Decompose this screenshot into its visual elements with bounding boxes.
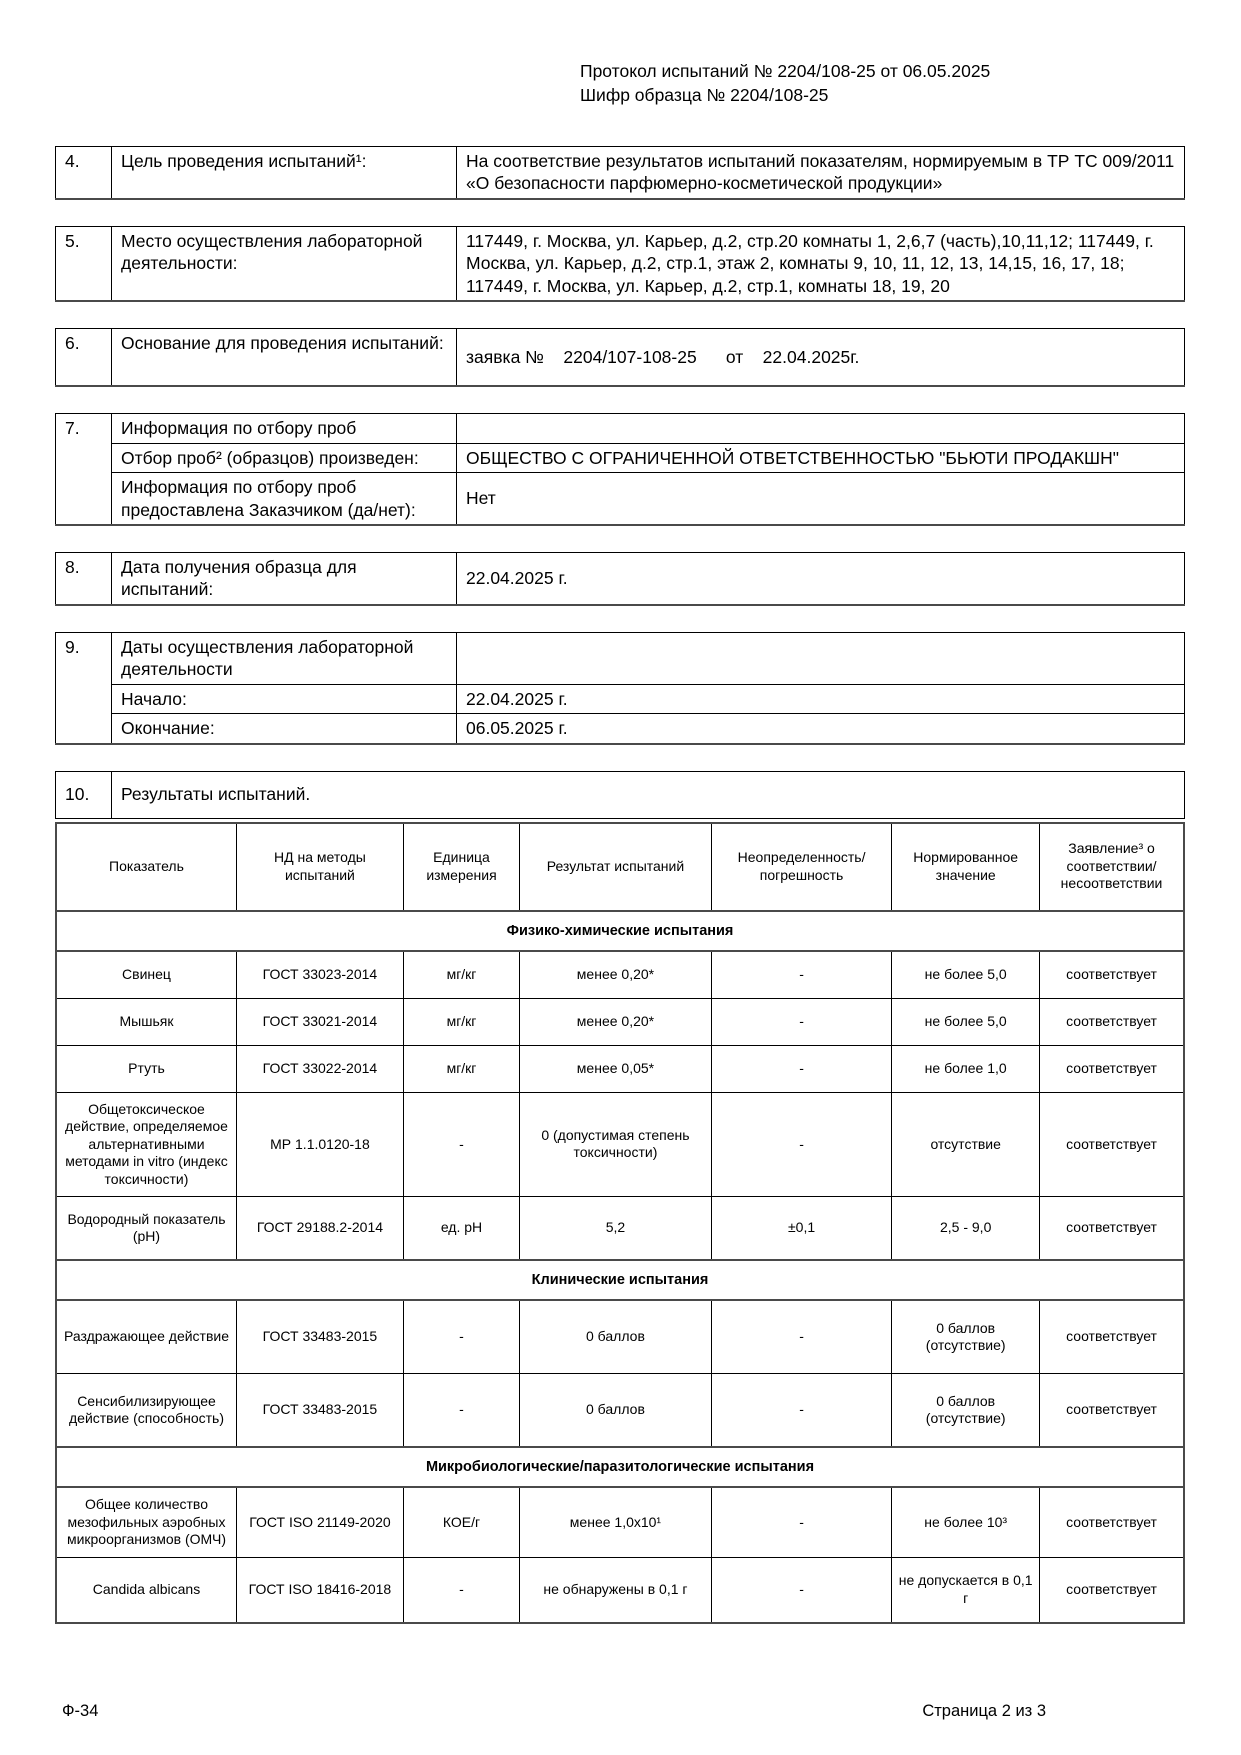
cell-uncertainty: - xyxy=(711,1557,891,1623)
section-title-micro: Микробиологические/паразитологические испытания xyxy=(56,1447,1184,1487)
cell-statement: соответствует xyxy=(1040,1045,1184,1092)
table-row xyxy=(56,1487,1184,1557)
table-row xyxy=(56,1374,1184,1448)
table-row xyxy=(56,1557,1184,1623)
cell-result: менее 0,20* xyxy=(520,951,712,999)
row-label: Отбор проб² (образцов) произведен: xyxy=(112,443,457,472)
table-row xyxy=(56,147,1185,199)
info-table-purpose xyxy=(55,146,1185,200)
cell-statement: соответствует xyxy=(1040,1374,1184,1448)
page-indicator: Страница 2 из 3 xyxy=(922,1702,1046,1720)
cell-indicator: Сенсибилизирующее действие (способность) xyxy=(56,1374,236,1448)
results-title-table xyxy=(55,771,1185,819)
cell-uncertainty: - xyxy=(711,1092,891,1197)
cell-statement: соответствует xyxy=(1040,1487,1184,1557)
cell-method: МР 1.1.0120-18 xyxy=(236,1092,403,1197)
cell-statement: соответствует xyxy=(1040,1092,1184,1197)
row-value: Нет xyxy=(457,473,1185,525)
cell-norm: не более 5,0 xyxy=(892,951,1040,999)
column-header-statement: Заявление³ о соответствии/ несоответствии xyxy=(1040,823,1184,911)
info-table-lab-location xyxy=(55,226,1185,302)
cell-uncertainty: - xyxy=(711,951,891,999)
table-row xyxy=(56,771,1185,818)
row-number: 4. xyxy=(56,147,112,199)
row-value xyxy=(457,414,1185,443)
cell-result: 0 баллов xyxy=(520,1374,712,1448)
row-value: 117449, г. Москва, ул. Карьер, д.2, стр.20 комнаты 1, 2,6,7 (часть),10,11,12; 117449, г. Москва, ул. Карьер, д.2, стр.1, этаж 2, комнаты 9, 10, 11, 12, 13, 14,15, 16, 17, 18; 117449, г. Москва, ул. Карьер, д.2, стр.1, комнаты 18, 19, 20 xyxy=(457,226,1185,301)
cell-norm: не более 1,0 xyxy=(892,1045,1040,1092)
cell-unit: КОЕ/г xyxy=(403,1487,519,1557)
table-row xyxy=(56,473,1185,525)
cell-unit: мг/кг xyxy=(403,998,519,1045)
cell-method: ГОСТ 33021-2014 xyxy=(236,998,403,1045)
cell-indicator: Свинец xyxy=(56,951,236,999)
results-table xyxy=(55,822,1185,1624)
cell-result: менее 0,05* xyxy=(520,1045,712,1092)
cell-result: менее 1,0x10¹ xyxy=(520,1487,712,1557)
table-row xyxy=(56,1045,1184,1092)
table-row xyxy=(56,1197,1184,1261)
table-row xyxy=(56,1300,1184,1374)
results-header-row xyxy=(56,823,1184,911)
cell-norm: 0 баллов (отсутствие) xyxy=(892,1300,1040,1374)
document-header xyxy=(580,60,990,107)
table-row xyxy=(56,1092,1184,1197)
row-number: 9. xyxy=(56,632,112,743)
cell-uncertainty: - xyxy=(711,1487,891,1557)
cell-unit: мг/кг xyxy=(403,1045,519,1092)
form-code: Ф-34 xyxy=(62,1702,99,1720)
cell-statement: соответствует xyxy=(1040,998,1184,1045)
section-title-clinical: Клинические испытания xyxy=(56,1260,1184,1300)
document-body xyxy=(55,146,1185,1624)
cell-statement: соответствует xyxy=(1040,1557,1184,1623)
cell-uncertainty: - xyxy=(711,1300,891,1374)
cell-norm: не более 5,0 xyxy=(892,998,1040,1045)
cell-indicator: Общетоксическое действие, определяемое альтернативными методами in vitro (индекс токсичности) xyxy=(56,1092,236,1197)
cell-indicator: Ртуть xyxy=(56,1045,236,1092)
section-title-physchem: Физико-химические испытания xyxy=(56,911,1184,951)
row-label: Цель проведения испытаний¹: xyxy=(112,147,457,199)
cell-result: менее 0,20* xyxy=(520,998,712,1045)
cell-statement: соответствует xyxy=(1040,951,1184,999)
row-label: Основание для проведения испытаний: xyxy=(112,328,457,386)
cell-unit: мг/кг xyxy=(403,951,519,999)
protocol-number-line: Протокол испытаний № 2204/108-25 от 06.05.2025 xyxy=(580,61,991,81)
table-row xyxy=(56,414,1185,443)
cell-unit: - xyxy=(403,1557,519,1623)
table-row xyxy=(56,684,1185,713)
table-row xyxy=(56,328,1185,386)
row-number: 6. xyxy=(56,328,112,386)
cell-method: ГОСТ 33022-2014 xyxy=(236,1045,403,1092)
cell-uncertainty: ±0,1 xyxy=(711,1197,891,1261)
sample-code-line: Шифр образца № 2204/108-25 xyxy=(580,84,829,105)
table-row xyxy=(56,632,1185,684)
cell-indicator: Раздражающее действие xyxy=(56,1300,236,1374)
cell-method: ГОСТ 29188.2-2014 xyxy=(236,1197,403,1261)
cell-result: 5,2 xyxy=(520,1197,712,1261)
document-footer xyxy=(62,1702,1186,1721)
row-label: Дата получения образца для испытаний: xyxy=(112,553,457,605)
row-label: Информация по отбору проб xyxy=(112,414,457,443)
cell-unit: - xyxy=(403,1374,519,1448)
cell-indicator: Водородный показатель (рН) xyxy=(56,1197,236,1261)
cell-method: ГОСТ ISO 18416-2018 xyxy=(236,1557,403,1623)
cell-uncertainty: - xyxy=(711,1374,891,1448)
cell-method: ГОСТ 33023-2014 xyxy=(236,951,403,999)
row-value: 22.04.2025 г. xyxy=(457,684,1185,713)
section-row xyxy=(56,1447,1184,1487)
column-header-indicator: Показатель xyxy=(56,823,236,911)
info-table-receipt-date xyxy=(55,552,1185,606)
cell-result: 0 баллов xyxy=(520,1300,712,1374)
section-row xyxy=(56,1260,1184,1300)
row-number: 5. xyxy=(56,226,112,301)
cell-norm: 0 баллов (отсутствие) xyxy=(892,1374,1040,1448)
cell-uncertainty: - xyxy=(711,1045,891,1092)
results-title: Результаты испытаний. xyxy=(112,771,1185,818)
row-value: ОБЩЕСТВО С ОГРАНИЧЕННОЙ ОТВЕТСТВЕННОСТЬЮ "БЬЮТИ ПРОДАКШН" xyxy=(457,443,1185,472)
cell-unit: ед. рН xyxy=(403,1197,519,1261)
cell-uncertainty: - xyxy=(711,998,891,1045)
row-value: 22.04.2025 г. xyxy=(457,553,1185,605)
row-value: На соответствие результатов испытаний показателям, нормируемым в ТР ТС 009/2011 «О безопасности парфюмерно-косметической продукции» xyxy=(457,147,1185,199)
table-row xyxy=(56,226,1185,301)
row-label: Место осуществления лабораторной деятельности: xyxy=(112,226,457,301)
cell-method: ГОСТ 33483-2015 xyxy=(236,1300,403,1374)
info-table-lab-dates xyxy=(55,632,1185,745)
row-label: Окончание: xyxy=(112,714,457,744)
cell-indicator: Мышьяк xyxy=(56,998,236,1045)
row-label: Начало: xyxy=(112,684,457,713)
column-header-result: Результат испытаний xyxy=(520,823,712,911)
row-label: Даты осуществления лабораторной деятельности xyxy=(112,632,457,684)
cell-unit: - xyxy=(403,1092,519,1197)
table-row xyxy=(56,553,1185,605)
cell-norm: не допускается в 0,1 г xyxy=(892,1557,1040,1623)
table-row xyxy=(56,443,1185,472)
cell-indicator: Candida albicans xyxy=(56,1557,236,1623)
cell-norm: отсутствие xyxy=(892,1092,1040,1197)
column-header-uncertainty: Неопределенность/ погрешность xyxy=(711,823,891,911)
cell-unit: - xyxy=(403,1300,519,1374)
cell-method: ГОСТ 33483-2015 xyxy=(236,1374,403,1448)
row-label: Информация по отбору проб предоставлена Заказчиком (да/нет): xyxy=(112,473,457,525)
cell-method: ГОСТ ISO 21149-2020 xyxy=(236,1487,403,1557)
row-value: заявка № 2204/107-108-25 от 22.04.2025г. xyxy=(457,328,1185,386)
cell-norm: не более 10³ xyxy=(892,1487,1040,1557)
cell-result: 0 (допустимая степень токсичности) xyxy=(520,1092,712,1197)
row-value: 06.05.2025 г. xyxy=(457,714,1185,744)
cell-result: не обнаружены в 0,1 г xyxy=(520,1557,712,1623)
row-number: 10. xyxy=(56,771,112,818)
row-number: 8. xyxy=(56,553,112,605)
cell-statement: соответствует xyxy=(1040,1197,1184,1261)
row-number: 7. xyxy=(56,414,112,525)
section-row xyxy=(56,911,1184,951)
column-header-norm: Нормированное значение xyxy=(892,823,1040,911)
cell-indicator: Общее количество мезофильных аэробных микроорганизмов (ОМЧ) xyxy=(56,1487,236,1557)
table-row xyxy=(56,714,1185,744)
table-row xyxy=(56,998,1184,1045)
info-table-sampling xyxy=(55,413,1185,526)
cell-norm: 2,5 - 9,0 xyxy=(892,1197,1040,1261)
column-header-unit: Единица измерения xyxy=(403,823,519,911)
cell-statement: соответствует xyxy=(1040,1300,1184,1374)
info-table-basis xyxy=(55,328,1185,388)
row-value xyxy=(457,632,1185,684)
table-row xyxy=(56,951,1184,999)
column-header-method: НД на методы испытаний xyxy=(236,823,403,911)
